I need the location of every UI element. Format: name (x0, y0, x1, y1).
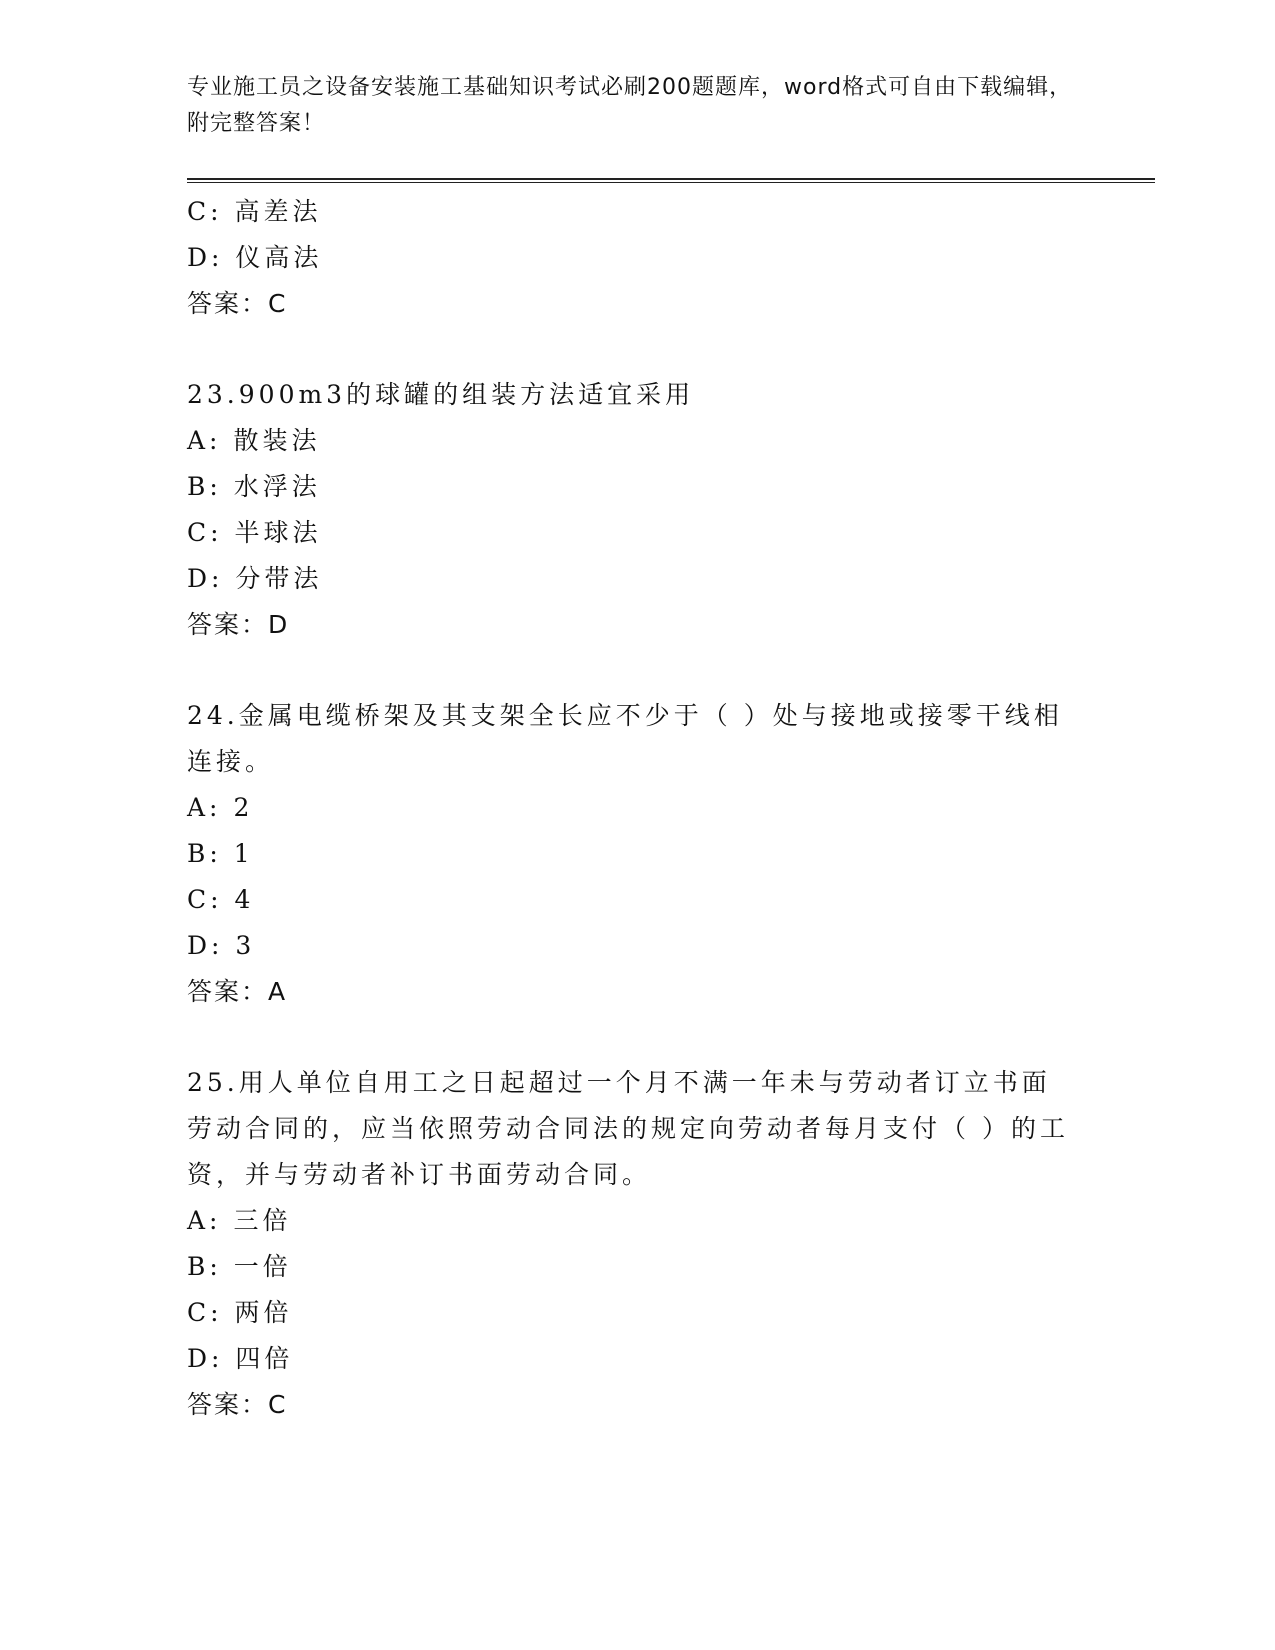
option-label: B: (187, 472, 222, 501)
answer-line: 答案：C (187, 289, 288, 318)
option-text: 三倍 (233, 1206, 292, 1235)
question-stem: 25.用人单位自用工之日起超过一个月不满一年未与劳动者订立书面劳动合同的，应当依照劳动合同法的规定向劳动者每月支付（ ）的工资，并与劳动者补订书面劳动合同。 (187, 1068, 1069, 1189)
option-text: 高差法 (234, 197, 322, 226)
option-c (187, 1290, 1087, 1336)
option-text: 仪高法 (235, 243, 323, 272)
option-label: C: (187, 197, 223, 226)
option-label: D: (187, 1344, 224, 1373)
option-d (187, 235, 1087, 281)
option-text: 水浮法 (233, 472, 321, 501)
document-body (187, 189, 1087, 1428)
option-text: 2 (233, 793, 254, 822)
continued-question (187, 189, 1087, 327)
option-b (187, 831, 1087, 877)
option-label: A: (187, 426, 222, 455)
header-divider (187, 178, 1155, 183)
answer-line: 答案：C (187, 1390, 288, 1419)
page-header-title: 专业施工员之设备安装施工基础知识考试必刷200题题库，word格式可自由下载编辑，附完整答案！ (187, 75, 1073, 136)
option-label: D: (187, 564, 224, 593)
question-24 (187, 693, 1087, 1015)
option-b (187, 1244, 1087, 1290)
option-c (187, 877, 1087, 923)
option-text: 3 (235, 931, 256, 960)
option-b (187, 464, 1087, 510)
option-label: A: (187, 1206, 222, 1235)
question-stem: 24.金属电缆桥架及其支架全长应不少于（ ）处与接地或接零干线相连接。 (187, 701, 1063, 776)
option-label: C: (187, 518, 223, 547)
option-a (187, 1198, 1087, 1244)
option-a (187, 418, 1087, 464)
option-label: B: (187, 1252, 222, 1281)
option-text: 1 (233, 839, 254, 868)
option-label: D: (187, 931, 224, 960)
option-c (187, 189, 1087, 235)
option-text: 两倍 (234, 1298, 293, 1327)
option-label: D: (187, 243, 224, 272)
question-23 (187, 372, 1087, 648)
answer-line: 答案：D (187, 610, 290, 639)
question-25 (187, 1060, 1087, 1428)
option-text: 半球法 (234, 518, 322, 547)
option-text: 4 (234, 885, 255, 914)
option-d (187, 923, 1087, 969)
option-text: 散装法 (233, 426, 321, 455)
option-label: B: (187, 839, 222, 868)
option-d (187, 556, 1087, 602)
option-label: C: (187, 1298, 223, 1327)
option-text: 一倍 (233, 1252, 292, 1281)
answer-line: 答案：A (187, 977, 288, 1006)
option-text: 四倍 (235, 1344, 294, 1373)
option-d (187, 1336, 1087, 1382)
option-a (187, 785, 1087, 831)
question-stem: 23.900m3的球罐的组装方法适宜采用 (187, 380, 695, 409)
option-label: A: (187, 793, 222, 822)
option-c (187, 510, 1087, 556)
option-label: C: (187, 885, 223, 914)
option-text: 分带法 (235, 564, 323, 593)
